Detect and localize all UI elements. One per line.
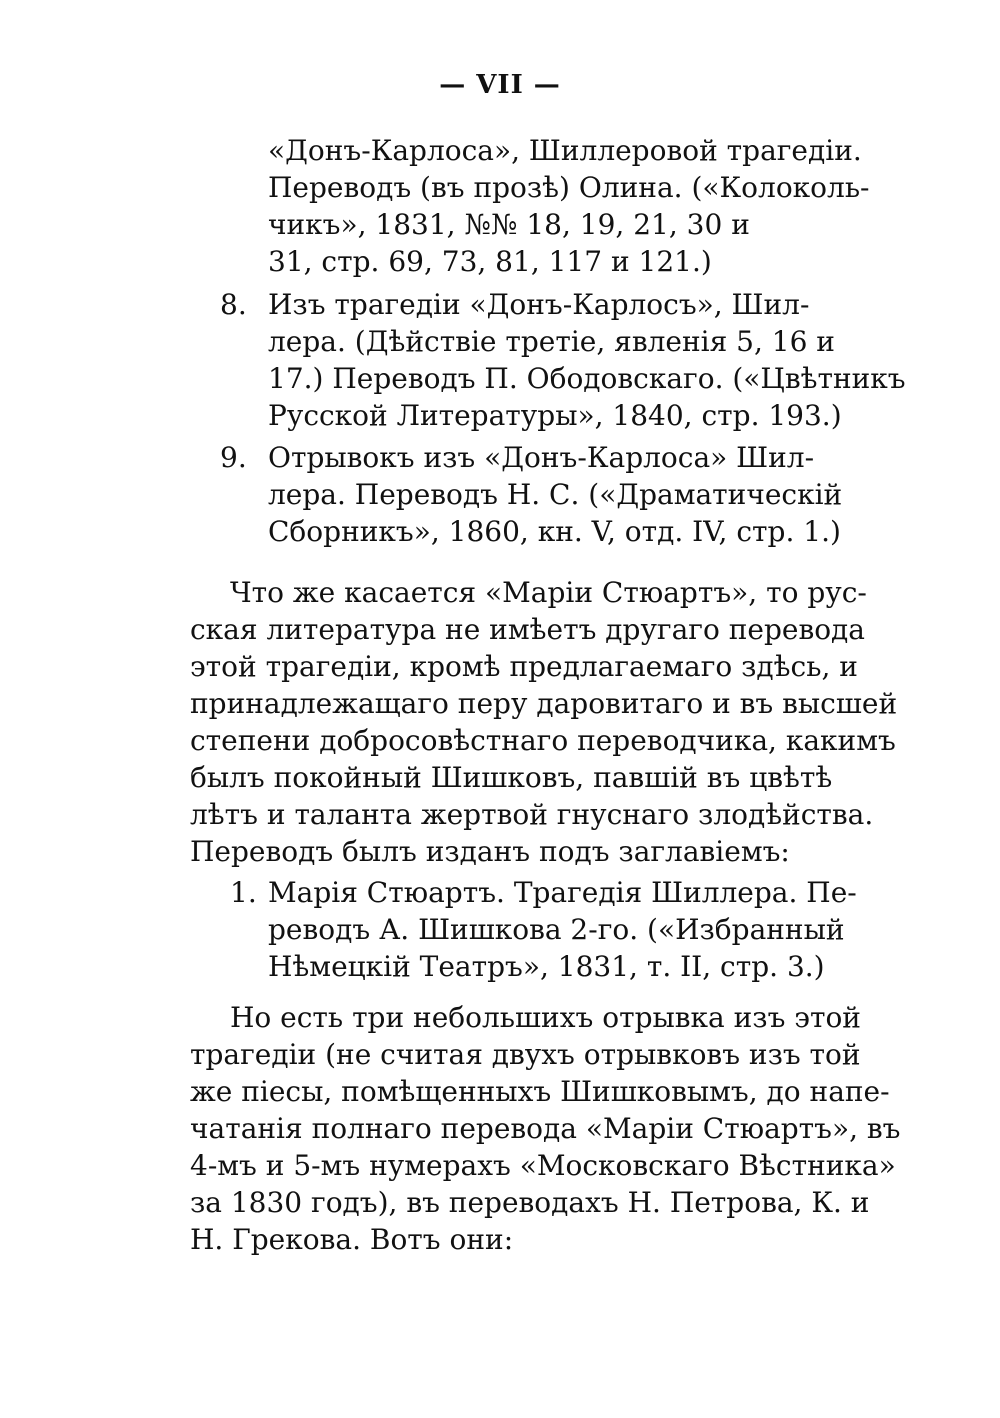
top-line-3: чикъ», 1831, №№ 18, 19, 21, 30 и bbox=[268, 208, 750, 241]
para-2-line-1: Но есть три небольшихъ отрывка изъ этой bbox=[230, 1001, 861, 1034]
item-number-9: 9. bbox=[220, 441, 247, 474]
item-number-1: 1. bbox=[230, 876, 257, 909]
para-2-line-6: за 1830 годъ), въ переводахъ Н. Петрова, К. и bbox=[190, 1186, 870, 1219]
item-1-line-2: реводъ А. Шишкова 2-го. («Избранный bbox=[268, 913, 845, 946]
para-2-line-2: трагедіи (не считая двухъ отрывковъ изъ той bbox=[190, 1038, 861, 1071]
para-1-line-4: принадлежащаго перу даровитаго и въ высшей bbox=[190, 687, 898, 720]
item-1-line-1: Марія Стюартъ. Трагедія Шиллера. Пе- bbox=[268, 876, 857, 909]
page-number: — VII — bbox=[439, 70, 561, 100]
para-1-line-1: Что же касается «Маріи Стюартъ», то рус- bbox=[230, 576, 867, 609]
item-number-8: 8. bbox=[220, 288, 247, 321]
item-8-line-3: 17.) Переводъ П. Ободовскаго. («Цвѣтникъ bbox=[268, 362, 906, 395]
para-2-line-7: Н. Грекова. Вотъ они: bbox=[190, 1223, 514, 1256]
top-line-2: Переводъ (въ прозѣ) Олина. («Колоколь- bbox=[268, 171, 870, 204]
item-9-line-3: Сборникъ», 1860, кн. V, отд. IV, стр. 1.) bbox=[268, 515, 841, 548]
para-2-line-3: же піесы, помѣщенныхъ Шишковымъ, до напе- bbox=[190, 1075, 890, 1108]
para-1-line-3: этой трагедіи, кромѣ предлагаемаго здѣсь, и bbox=[190, 650, 858, 683]
para-2-line-4: чатанія полнаго перевода «Маріи Стюартъ», въ bbox=[190, 1112, 901, 1145]
item-9-line-2: лера. Переводъ Н. С. («Драматическій bbox=[268, 478, 843, 511]
item-9-line-1: Отрывокъ изъ «Донъ-Карлоса» Шил- bbox=[268, 441, 815, 474]
item-8-line-1: Изъ трагедіи «Донъ-Карлосъ», Шил- bbox=[268, 288, 810, 321]
para-1-line-8: Переводъ былъ изданъ подъ заглавіемъ: bbox=[190, 835, 790, 868]
top-line-1: «Донъ-Карлоса», Шиллеровой трагедіи. bbox=[268, 134, 862, 167]
item-8-line-4: Русской Литературы», 1840, стр. 193.) bbox=[268, 399, 842, 432]
item-1-line-3: Нѣмецкій Театръ», 1831, т. II, стр. 3.) bbox=[268, 950, 825, 983]
para-1-line-2: ская литература не имѣетъ другаго перевода bbox=[190, 613, 865, 646]
para-1-line-5: степени добросовѣстнаго переводчика, какимъ bbox=[190, 724, 896, 757]
top-line-4: 31, стр. 69, 73, 81, 117 и 121.) bbox=[268, 245, 712, 278]
para-1-line-7: лѣтъ и таланта жертвой гнуснаго злодѣйства. bbox=[190, 798, 874, 831]
para-1-line-6: былъ покойный Шишковъ, павшій въ цвѣтѣ bbox=[190, 761, 833, 794]
para-2-line-5: 4-мъ и 5-мъ нумерахъ «Московскаго Вѣстника» bbox=[190, 1149, 896, 1182]
item-8-line-2: лера. (Дѣйствіе третіе, явленія 5, 16 и bbox=[268, 325, 835, 358]
